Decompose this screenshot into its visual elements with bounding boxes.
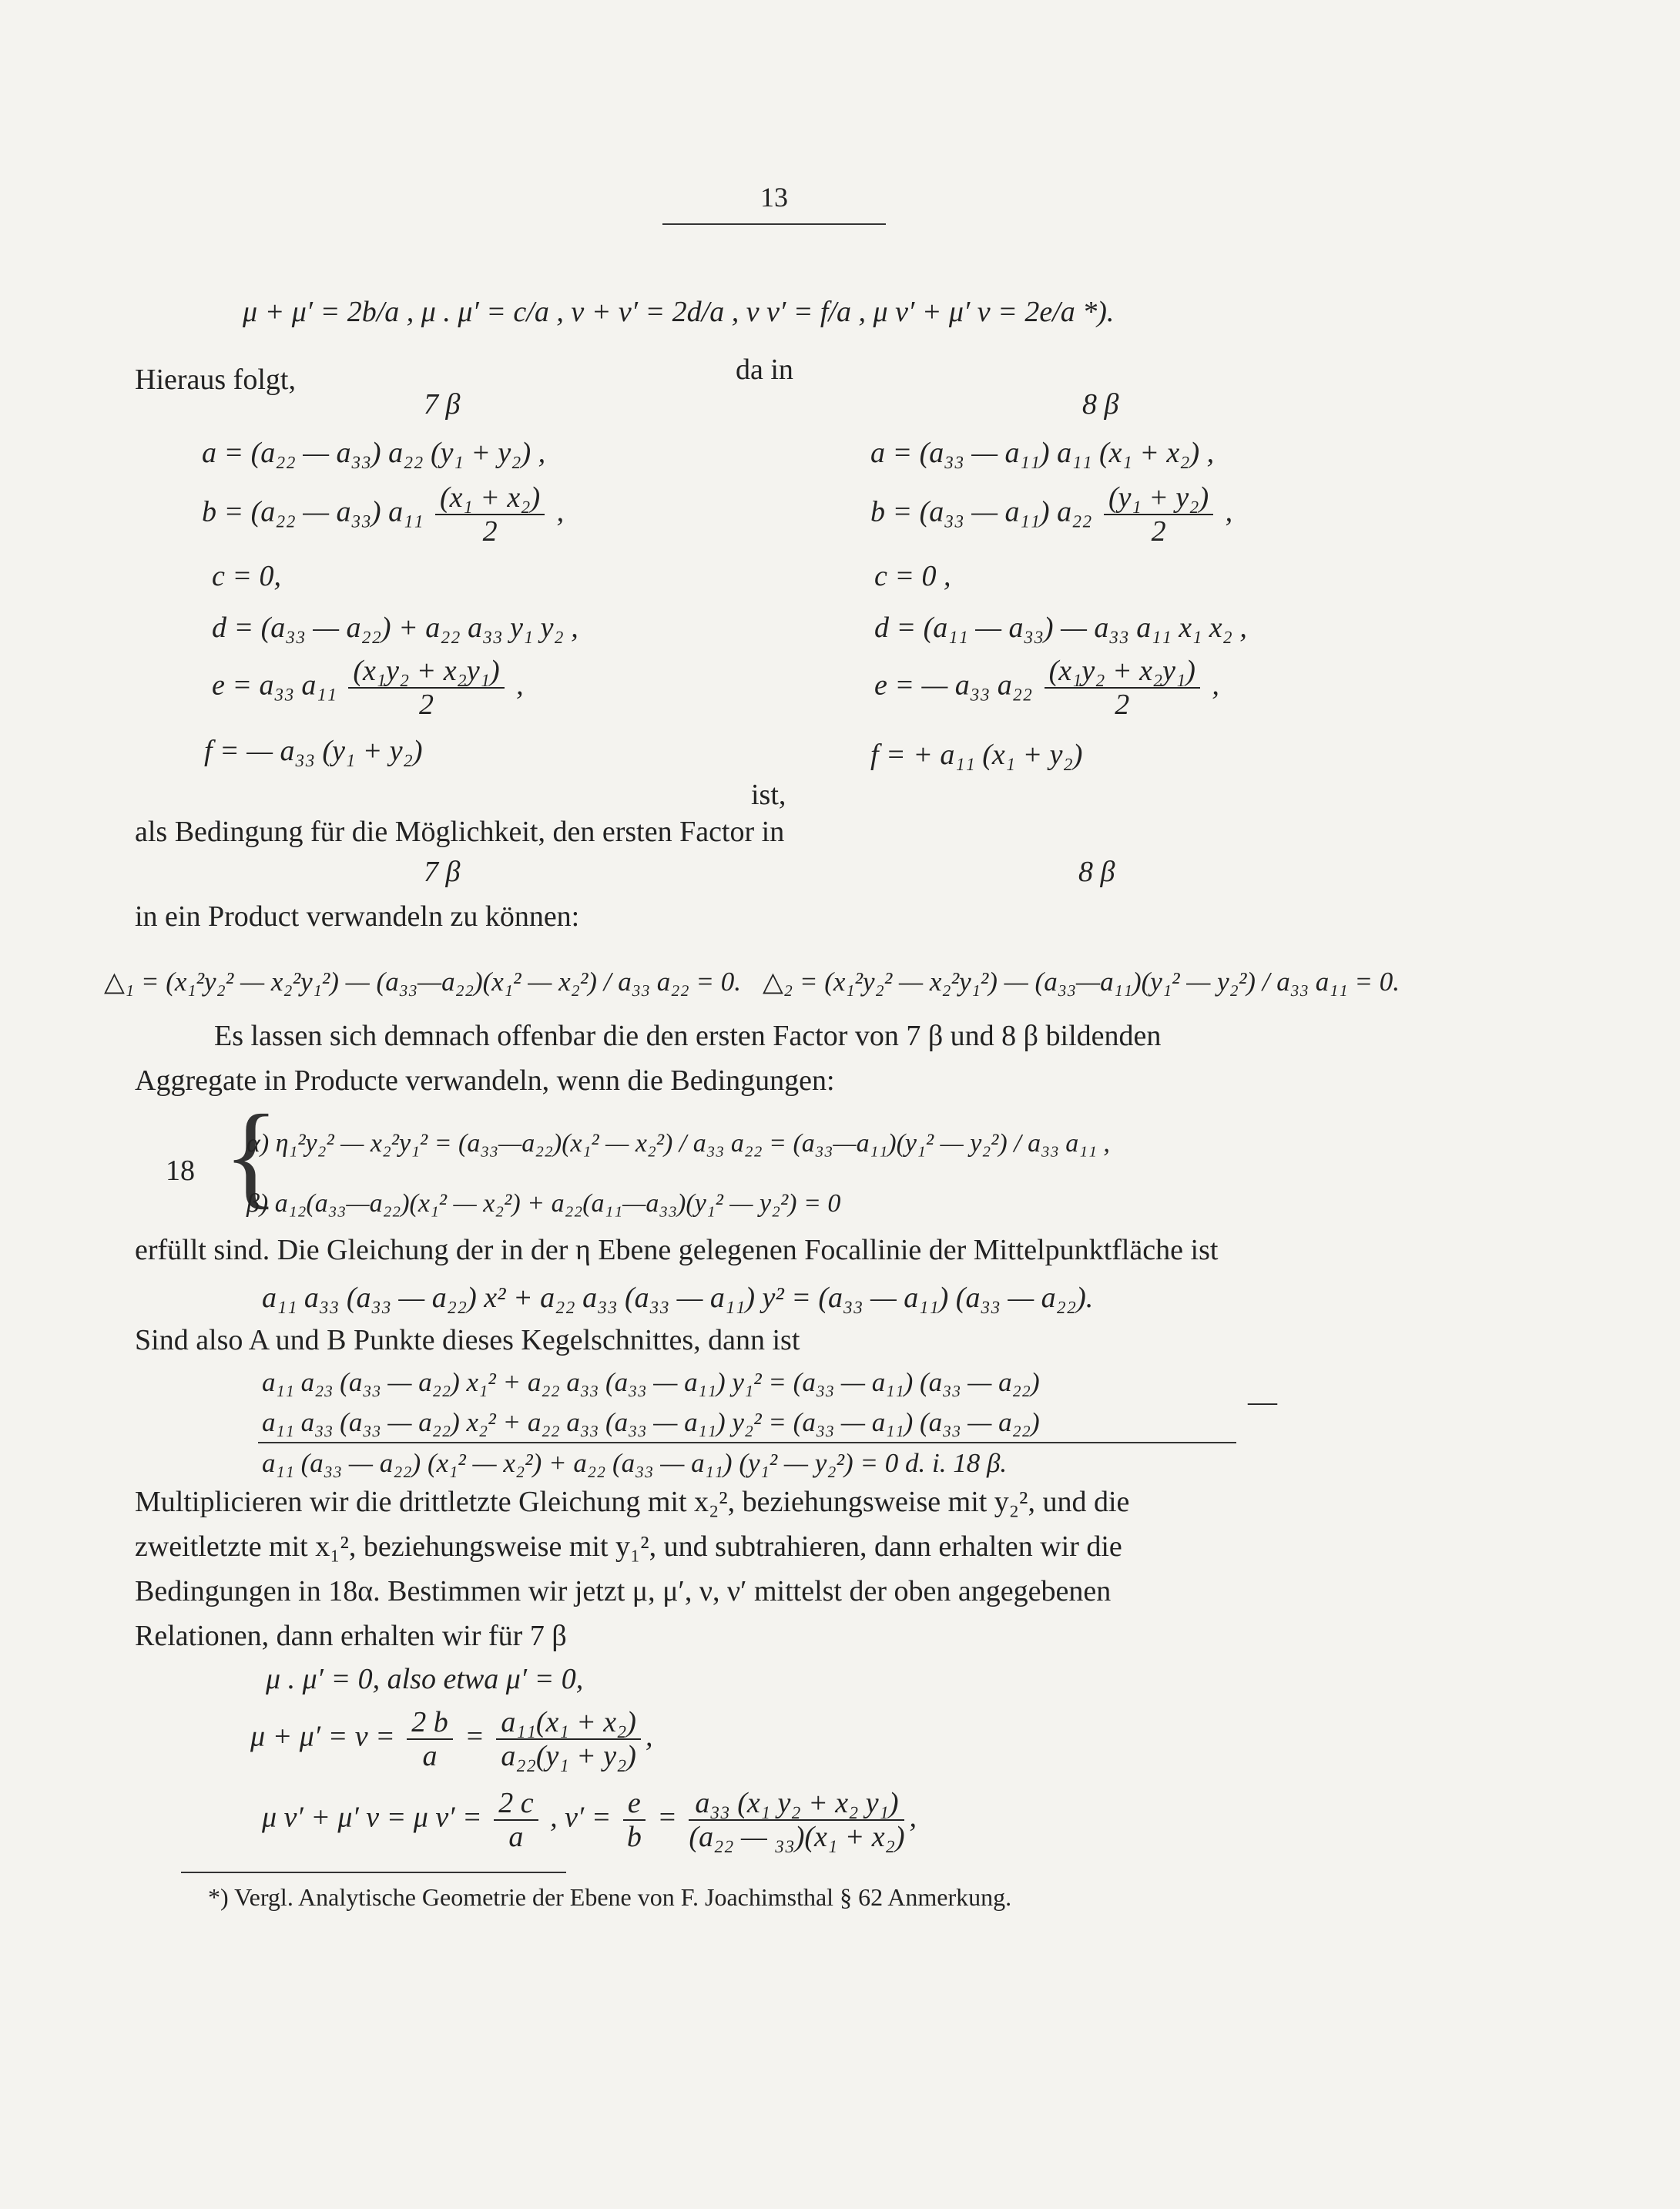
right-eq-b-numerator: (y₁ + y₂): [1104, 481, 1213, 515]
left-eq-b-numerator: (x₁ + x₂): [435, 481, 545, 515]
hieraus-text: Hieraus folgt,: [135, 364, 296, 396]
left-eq-e-numerator: (x₁y₂ + x₂y₁): [348, 655, 504, 689]
right-eq-e-numerator: (x₁y₂ + x₂y₁): [1045, 655, 1200, 689]
sind-also-text: Sind also A und B Punkte dieses Kegelschnittes, dann ist: [135, 1324, 800, 1356]
left-eq-e-fraction: [348, 655, 504, 721]
aggregate-text: Aggregate in Producte verwandeln, wenn die Bedingungen:: [135, 1064, 835, 1097]
right-eq-b: b = (a₃₃ — a₁₁) a₂₂ $\frac{\text{(y₁ + y₂)}}{2}$ ,: [870, 481, 1233, 548]
right-eq-f: f = + a₁₁ (x₁ + y₂): [870, 739, 1083, 771]
left-eq-f: f = — a₃₃ (y₁ + y₂): [204, 735, 423, 767]
mu-nu-f2-numerator: e: [623, 1787, 646, 1821]
mu-nu-fraction-2: [623, 1787, 646, 1853]
right-eq-b-fraction: [1104, 481, 1213, 548]
system-rule: [258, 1442, 1236, 1443]
mu-nu-fraction-1: [494, 1787, 538, 1853]
mu-nu-equals: =: [657, 1801, 677, 1834]
mu-nu-eq: [262, 1787, 917, 1853]
focal-equation: a₁₁ a₃₃ (a₃₃ — a₂₂) x² + a₂₂ a₃₃ (a₃₃ — a₁₁) y² = (a₃₃ — a₁₁) (a₃₃ — a₂₂).: [262, 1282, 1094, 1314]
mu-nu-prefix: μ ν′ + μ′ ν = μ ν′ =: [262, 1801, 482, 1834]
system-eq-2: a₁₁ a₃₃ (a₃₃ — a₂₂) x₂² + a₂₂ a₃₃ (a₃₃ — a₁₁) y₂² = (a₃₃ — a₁₁) (a₃₃ — a₂₂): [262, 1407, 1040, 1437]
mu-sum-f1-denominator: a: [422, 1740, 438, 1772]
mu-sum-comma: ,: [645, 1720, 653, 1753]
mu-nu-comma: ,: [909, 1801, 917, 1834]
da-in-text: da in: [736, 354, 793, 386]
left-eq-b-prefix: b = (a₂₂ — a₃₃) a₁₁: [202, 495, 424, 528]
mu-nu-f3-numerator: a₃₃ (x₁ y₂ + x₂ y₁): [689, 1787, 904, 1821]
right-eq-b-prefix: b = (a₃₃ — a₁₁) a₂₂: [870, 495, 1092, 528]
label-8beta: 8 β: [1082, 388, 1119, 421]
bedingung-text: als Bedingung für die Möglichkeit, den ersten Factor in: [135, 816, 785, 848]
left-eq-b-fraction: [435, 481, 545, 548]
left-eq-c: c = 0,: [212, 560, 282, 592]
mu-nu-f1-denominator: a: [508, 1821, 524, 1853]
footnote-rule: [181, 1872, 566, 1873]
mu-nu-middle: , ν′ =: [550, 1801, 612, 1834]
mu-sum-prefix: μ + μ′ = ν =: [250, 1720, 395, 1753]
label2-7beta: 7 β: [424, 856, 461, 888]
eq18-label: 18: [166, 1155, 195, 1187]
mu-sum-eq: [250, 1706, 652, 1772]
eq18-alpha: α) η₁²y₂² — x₂²y₁² = (a₃₃—a₂₂)(x₁² — x₂²) / a₃₃ a₂₂ = (a₃₃—a₁₁)(y₁² — y₂²) / a₃₃ a₁₁ ,: [246, 1129, 1110, 1158]
mu-sum-f1-numerator: 2 b: [407, 1706, 453, 1740]
left-eq-e-denominator: 2: [418, 689, 434, 721]
relations-line: μ + μ′ = 2b/a , μ . μ′ = c/a , ν + ν′ = 2d/a , ν ν′ = f/a , μ ν′ + μ′ ν = 2e/a *).: [243, 296, 1115, 328]
mu-sum-f2-denominator: a₂₂(y₁ + y₂): [501, 1740, 636, 1772]
mu-sum-equals: =: [464, 1720, 485, 1753]
product-text: in ein Product verwandeln zu können:: [135, 900, 580, 933]
mu-sum-fraction-1: [407, 1706, 453, 1772]
left-eq-b-denominator: 2: [482, 515, 498, 548]
right-eq-e-denominator: 2: [1115, 689, 1130, 721]
right-eq-b-denominator: 2: [1151, 515, 1166, 548]
label2-8beta: 8 β: [1078, 856, 1115, 888]
delta2-equation: △₂ = (x₁²y₂² — x₂²y₁²) — (a₃₃—a₁₁)(y₁² — y₂²) / a₃₃ a₁₁ = 0.: [763, 967, 1400, 997]
delta1-equation: △₁ = (x₁²y₂² — x₂²y₁²) — (a₃₃—a₂₂)(x₁² — x₂²) / a₃₃ a₂₂ = 0.: [104, 967, 741, 997]
paragraph-line-1: Multiplicieren wir die drittletzte Gleichung mit x₂², beziehungsweise mit y₂², und die: [135, 1486, 1130, 1518]
es-lassen-text: Es lassen sich demnach offenbar die den ersten Factor von 7 β und 8 β bildenden: [214, 1020, 1162, 1052]
mu-sum-f2-numerator: a₁₁(x₁ + x₂): [496, 1706, 641, 1740]
system-minus-sign: —: [1248, 1386, 1277, 1418]
header-rule: [662, 223, 886, 225]
page-number: 13: [760, 182, 788, 213]
paragraph-line-3: Bedingungen in 18α. Bestimmen wir jetzt μ, μ′, ν, ν′ mittelst der oben angegebenen: [135, 1575, 1112, 1607]
eq18-brace: {: [223, 1091, 279, 1219]
right-eq-c: c = 0 ,: [874, 560, 951, 592]
left-eq-d: d = (a₃₃ — a₂₂) + a₂₂ a₃₃ y₁ y₂ ,: [212, 612, 578, 644]
footnote: *) Vergl. Analytische Geometrie der Ebene von F. Joachimsthal § 62 Anmerkung.: [208, 1883, 1012, 1911]
mu-nu-fraction-3: [689, 1787, 904, 1853]
left-eq-a: a = (a₂₂ — a₃₃) a₂₂ (y₁ + y₂) ,: [202, 437, 546, 469]
mu-nu-f2-denominator: b: [626, 1821, 642, 1853]
right-eq-a: a = (a₃₃ — a₁₁) a₁₁ (x₁ + x₂) ,: [870, 437, 1215, 469]
mu-sum-fraction-2: [496, 1706, 641, 1772]
system-eq-result: a₁₁ (a₃₃ — a₂₂) (x₁² — x₂²) + a₂₂ (a₃₃ — a₁₁) (y₁² — y₂²) = 0 d. i. 18 β.: [262, 1448, 1008, 1478]
mu-nu-f3-denominator: (a₂₂ — ₃₃)(x₁ + x₂): [689, 1821, 905, 1853]
label-7beta: 7 β: [424, 388, 461, 421]
eq18-beta: β) a₁₂(a₃₃—a₂₂)(x₁² — x₂²) + a₂₂(a₁₁—a₃₃)(y₁² — y₂²) = 0: [246, 1189, 841, 1218]
left-eq-e-prefix: e = a₃₃ a₁₁: [212, 669, 337, 702]
ist-text: ist,: [751, 779, 786, 811]
right-eq-e-fraction: [1045, 655, 1200, 721]
right-eq-d: d = (a₁₁ — a₃₃) — a₃₃ a₁₁ x₁ x₂ ,: [874, 612, 1247, 644]
paragraph-line-4: Relationen, dann erhalten wir für 7 β: [135, 1620, 567, 1652]
right-eq-e: e = — a₃₃ a₂₂ $\frac{\text{(x₁y₂ + x₂y₁)}}{2}$ ,: [874, 655, 1219, 721]
paragraph-line-2: zweitletzte mit x₁², beziehungsweise mit y₁², und subtrahieren, dann erhalten wir die: [135, 1530, 1122, 1563]
system-eq-1: a₁₁ a₂₃ (a₃₃ — a₂₂) x₁² + a₂₂ a₃₃ (a₃₃ — a₁₁) y₁² = (a₃₃ — a₁₁) (a₃₃ — a₂₂): [262, 1367, 1040, 1397]
mu-product-eq: μ . μ′ = 0, also etwa μ′ = 0,: [266, 1663, 584, 1695]
right-eq-e-prefix: e = — a₃₃ a₂₂: [874, 669, 1033, 702]
erfuellt-text: erfüllt sind. Die Gleichung der in der η Ebene gelegenen Focallinie der Mittelpunktfläche ist: [135, 1234, 1219, 1266]
left-eq-e: e = a₃₃ a₁₁ $\frac{\text{(x₁y₂ + x₂y₁)}}{2}$ ,: [212, 655, 524, 721]
mu-nu-f1-numerator: 2 c: [494, 1787, 538, 1821]
left-eq-b: b = (a₂₂ — a₃₃) a₁₁ $\frac{\text{(x₁ + x₂)}}{2}$ ,: [202, 481, 565, 548]
